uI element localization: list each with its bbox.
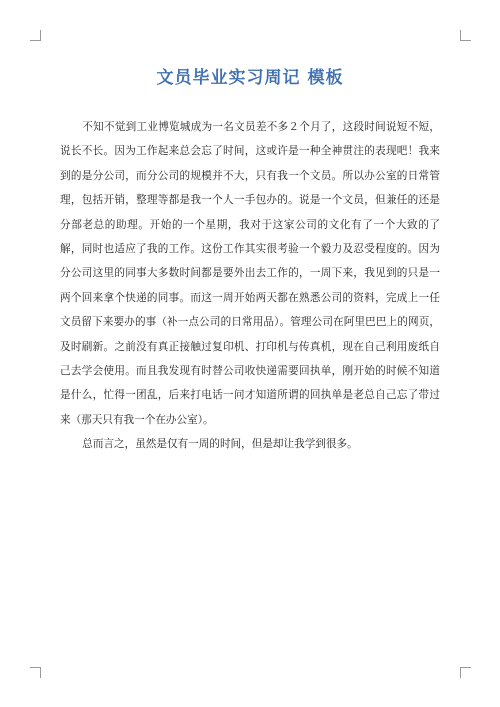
body-paragraph-1: 不知不觉到工业博览城成为一名文员差不多２个月了，这段时间说短不短，说长不长。因为工作起来总会忘了时间，这或许是一种全神贯注的表现吧！我来到的是分公司，而分公司的规模并不大，只有我一个文员。所以办公室的日常管理，包括开销，整理等都是我一个人一手包办的。说是一个文员，但兼任的还是分部老总的助理。开始的一个星期，我对于这家公司的文化有了一个大致的了解，同时也适应了我的工作。这份工作其实很考验一个毅力及忍受程度的。因为分公司这里的同事大多数时间都是要外出去工作的，一周下来，我见到的只是一两个回来拿个快递的同事。而这一周开始两天都在熟悉公司的资料，完成上一任文员留下来要办的事（补一点公司的日常用品）。管理公司在阿里巴巴上的网页，及时刷新。之前没有真正接触过复印机、打印机与传真机，现在自己利用废纸自己去学会使用。而且我发现有时替公司收快递需要回执单，刚开始的时候不知道是什么，忙得一团乱，后来打电话一问才知道所谓的回执单是老总自己忘了带过来（那天只有我一个在办公室）。: [60, 121, 440, 426]
corner-mark-bottom-left: [30, 667, 41, 678]
corner-mark-top-right: [460, 30, 471, 41]
body-paragraph-2: 总而言之，虽然是仅有一周的时间，但是却让我学到很多。: [82, 438, 358, 451]
document-body: [60, 115, 440, 457]
corner-mark-top-left: [30, 30, 41, 41]
corner-mark-bottom-right: [460, 667, 471, 678]
document-title: 文员毕业实习周记 模板: [156, 68, 344, 88]
